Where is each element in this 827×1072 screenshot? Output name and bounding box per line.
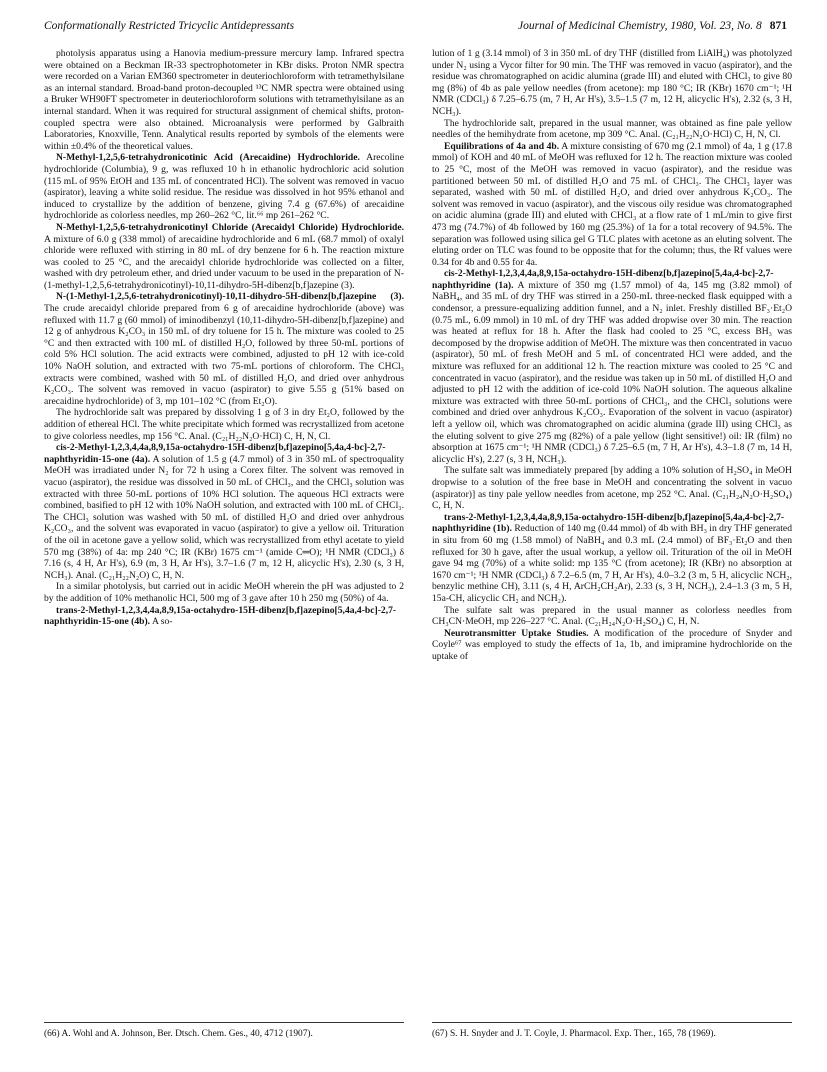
journal-citation: [518, 20, 787, 32]
paragraph-text: The sulfate salt was prepared in the usual manner as colorless needles from CH₃CN·MeOH, mp 226–227 °C. Anal. (C₂₁H₂₄N₂O·H₂SO₄) C, H, N.: [432, 604, 792, 628]
paragraph: [432, 118, 792, 141]
paragraph-text: A modification of the procedure of Snyder and Coyle⁶⁷ was employed to study the effects of 1a, 1b, and imipramine hydrochloride on the uptake of: [432, 627, 792, 662]
paragraph-text: lution of 1 g (3.14 mmol) of 3 in 350 mL of dry THF (distilled from LiAlH₄) was photolyzed under N₂ using a Vycor filter for 90 min. The THF was removed in vacuo (aspirator), and the residue was chromatographed on acidic alumina (grade III) and eluted with CHCl₃ to give 80 mg (8%) of 4b as pale yellow needles (from acetone): mp 180 °C; IR (KBr) 1670 cm⁻¹; ¹H NMR (CDCl₃) δ 7.25–6.75 (m, 7 H, Ar H's), 3.5–1.5 (7 m, 12 H, alicyclic H's), 2.32 (s, 3 H, NCH₃).: [432, 48, 792, 117]
paragraph-text: A solution of 1.5 g (4.7 mmol) of 3 in 350 mL of spectroquality MeOH was irradiated under N₂ for 72 h using a Corex filter. The solvent was removed in vacuo (aspirator), the residue was dissolved in 50 mL of CHCl₃, and the CHCl₃ solution was extracted with three 50-mL portions of 10% HCl solution. The aqueous HCl extracts were combined, basified to pH 12 with 10% NaOH solution, and extracted with 100 mL of CHCl₃. The CHCl₃ solution was washed with 50 mL of distilled H₂O and dried over anhydrous K₂CO₃, and the solvent was evaporated in vacuo (aspirator) to give a yellow oil. Trituration of the oil in acetone gave a yellow solid, which was recrystallized from ethyl acetate to yield 570 mg (38%) of 4a: mp 240 °C; IR (KBr) 1675 cm⁻¹ (amide C═O); ¹H NMR (CDCl₃) δ 7.16 (s, 4 H, Ar H's), 6.9 (m, 3 H, Ar H's), 3.7–1.6 (7 m, 12 H, alicyclic H's), 2.30 (s, 3 H, NCH₃). Anal. (C₂₁H₂₂N₂O) C, H, N.: [44, 453, 404, 581]
paragraph: [44, 605, 404, 628]
section-heading: Neurotransmitter Uptake Studies.: [444, 627, 589, 639]
paragraph: [44, 407, 404, 442]
paragraph: [432, 48, 792, 118]
section-heading: N-Methyl-1,2,5,6-tetrahydronicotinic Acid (Arecaidine) Hydrochloride.: [56, 152, 360, 164]
paragraph-text: A mixture consisting of 670 mg (2.1 mmol) of 4a, 1 g (17.8 mmol) of KOH and 40 mL of MeOH was refluxed for 12 h. The reaction mixture was cooled to 25 °C, most of the MeOH was removed in vacuo (aspirator), and the residue was partitioned between 50 mL of distilled H₂O and 75 mL of CHCl₃. The CHCl₃ layer was separated, washed with 50 mL of distilled H₂O, and dried over anhydrous K₂CO₃. The solvent was removed in vacuo (aspirator), and the viscous oily residue was chromatographed on acidic alumina (grade III) and eluted with CHCl₃ at a flow rate of 1 mL/min to give first 473 mg (74.7%) of 4b followed by 160 mg (25.3%) of 1a for a total recovery of 94.5%. The separation was followed using silica gel G TLC plates with acetone as an eluting solvent. The eluting order on TLC was found to be opposite that for the column; thus, the Rf values were 0.34 for 4b and 0.55 for 4a.: [432, 140, 792, 268]
paragraph: [432, 268, 792, 465]
paragraph: [44, 442, 404, 581]
paragraph-text: The crude arecaidyl chloride prepared from 6 g of arecaidine hydrochloride (above) was refluxed with 11.7 g (60 mmol) of iminodibenzyl (10,11-dihydro-5H-dibenz[b,f]azepine) and 12 g of anhydrous K₂CO₃ in 150 mL of dry toluene for 15 h. The mixture was cooled to 25 °C and then extracted with 100 mL of distilled H₂O, followed by three 50-mL portions of cold 5% HCl solution. The acid extracts were combined, adjusted to pH 12 with ice-cold 10% NaOH solution, and extracted with two 75-mL portions of chloroform. The CHCl₃ extracts were combined, washed with 50 mL of distilled H₂O, and dried over anhydrous K₂CO₃. The solvent was removed in vacuo (aspirator) to give 5.55 g (51% based on arecaidine hydrochloride) of 3, mp 101–102 °C (from Et₂O).: [44, 303, 404, 407]
footnote-67: (67) S. H. Snyder and J. T. Coyle, J. Pharmacol. Exp. Ther., 165, 78 (1969).: [432, 1022, 792, 1041]
paragraph: [432, 628, 792, 663]
paragraph-text: A so-: [150, 616, 173, 628]
paragraph-text: The hydrochloride salt, prepared in the usual manner, was obtained as fine pale yellow needles of the hemihydrate from acetone, mp 309 °C. Anal. (C₂₁H₂₂N₂O·HCl) C, H, N, Cl.: [432, 117, 792, 141]
paragraph: [432, 141, 792, 269]
section-heading: trans-2-Methyl-1,2,3,4,4a,8,9,15a-octahydro-15H-dibenz[b,f]azepino[5,4a,4-bc]-2,7-naphthyridin-15-one (4b).: [44, 604, 397, 628]
paragraph: [44, 222, 404, 292]
running-header: [44, 20, 787, 38]
running-title: Conformationally Restricted Tricyclic Antidepressants: [44, 20, 295, 32]
paragraph-text: The sulfate salt was immediately prepared [by adding a 10% solution of H₂SO₄ in MeOH dropwise to a solution of the free base in MeOH and concentrating the solvent in vacuo (aspirator)] as tiny pale yellow needles from acetone, mp 252 °C. Anal. (C₂₁H₂₄N₂O·H₂SO₄) C, H, N.: [432, 465, 792, 512]
section-heading: N-(1-Methyl-1,2,5,6-tetrahydronicotinyl)-10,11-dihydro-5H-dibenz[b,f]azepine (3).: [56, 291, 404, 303]
section-heading: cis-2-Methyl-1,2,3,4,4a,8,9,15a-octahydro-15H-dibenz[b,f]azepino[5,4a,4-bc]-2,7-naphthyridin-15-one (4a).: [44, 442, 386, 465]
section-heading: Equilibrations of 4a and 4b.: [444, 140, 560, 152]
paragraph-text: photolysis apparatus using a Hanovia medium-pressure mercury lamp. Infrared spectra were obtained on a Beckman IR-33 spectrophotometer in KBr disks. Proton NMR spectra were recorded on a Varian EM360 spectrometer in deuteriochloroform with tetramethylsilane as an internal standard. Broad-band proton-decoupled ¹³C NMR spectra were obtained using a Bruker WH90FT spectrometer in deuteriochloroform solutions with tetramethylsilane as an internal standard. When it was required for structural assignment of chemical shifts, proton-coupled spectra were also obtained. Microanalysis were performed by Galbraith Laboratories, Knoxville, Tenn. Analytical results reported by symbols of the elements were within ±0.4% of the theoretical values.: [44, 48, 404, 152]
paragraph-text: A mixture of 350 mg (1.57 mmol) of 4a, 145 mg (3.82 mmol) of NaBH₄, and 35 mL of dry THF was stirred in a 250-mL three-necked flask equipped with a condensor, a pressure-equalizing addition funnel, and a N₂ inlet. Freshly distilled BF₃·Et₂O (0.75 mL, 6.09 mmol) in 10 mL of dry THF was added dropwise over 30 min. The reaction was heated at reflux for 18 h. After the flask had cooled to 25 °C, excess BH₃ was decomposed by the dropwise addition of MeOH. The mixture was then concentrated in vacuo (aspirator), 50 mL of fresh MeOH and 5 mL of concentrated HCl were added, and the mixture was refluxed for an additional 12 h. The reaction mixture was cooled to 25 °C and concentrated in vacuo (aspirator), and the residue was taken up in 50 mL of distilled H₂O and adjusted to pH 12 with the addition of ice-cold 10% NaOH solution. The aqueous alkaline mixture was extracted with three 50-mL portions of CHCl₃, and the CHCl₃ solutions were combined and dried over anhydrous K₂CO₃. Evaporation of the solvent in vacuo (aspirator) left a yellow oil, which was chromatographed on acidic alumina (grade III) using CHCl₃ as the eluting solvent to give 275 mg (82%) of a pale yellow (light sensitive!) oil: IR (film) no absorption at 1675 cm⁻¹; ¹H NMR (CDCl₃) δ 7.25–6.5 (m, 7 H, Ar H's), 4.3–1.8 (7 m, 14 H, alicyclic H's), 2.27 (s, 3 H, NCH₃).: [432, 279, 792, 465]
paragraph: [432, 465, 792, 511]
paragraph-text: Reduction of 140 mg (0.44 mmol) of 4b with BH₃ in dry THF generated in situ from 60 mg (1.58 mmol) of NaBH₄ and 0.3 mL (2.4 mmol) of BF₃·Et₂O and then refluxed for 30 h gave, after the usual workup, a yellow oil. Trituration of the oil in MeOH gave 94 mg (70%) of a white solid: mp 135 °C (from acetone); IR (KBr) no absorption at 1670 cm⁻¹; ¹H NMR (CDCl₃) δ 7.2–6.5 (m, 7 H, Ar H's), 4.0–3.2 (3 m, 5 H, alicyclic NCH₂, benzylic methine CH), 3.11 (s, 4 H, ArCH₂CH₂Ar), 2.33 (s, 3 H, NCH₃), 2.4–1.3 (3 m, 5 H, 15a-CH, alicyclic CH₂ and NCH₂).: [432, 523, 792, 604]
section-heading: N-Methyl-1,2,5,6-tetrahydronicotinyl Chloride (Arecaidyl Chloride) Hydrochloride.: [56, 221, 404, 233]
left-column: [44, 48, 404, 1008]
footnote-66: (66) A. Wohl and A. Johnson, Ber. Dtsch. Chem. Ges., 40, 4712 (1907).: [44, 1022, 404, 1041]
paragraph-text: The hydrochloride salt was prepared by dissolving 1 g of 3 in dry Et₂O, followed by the addition of ethereal HCl. The white precipitate which formed was recrystallized from acetone to give colorless needles, mp 156 °C. Anal. (C₂₁H₂₂N₂O·HCl) C, H, N, Cl.: [44, 407, 404, 442]
section-heading: cis-2-Methyl-1,2,3,4,4a,8,9,15a-octahydro-15H-dibenz[b,f]azepino[5,4a,4-bc]-2,7-naphthyridine (1a).: [432, 268, 774, 291]
paragraph: [44, 291, 404, 407]
right-column: [432, 48, 792, 1008]
page-number: 871: [769, 20, 787, 32]
paragraph-text: In a similar photolysis, but carried out in acidic MeOH wherein the pH was adjusted to 2 by the addition of 10% methanolic HCl, 500 mg of 3 gave after 10 h 250 mg (50%) of 4a.: [44, 581, 404, 604]
paragraph: [432, 512, 792, 605]
paragraph-text: A mixture of 6.0 g (338 mmol) of arecaidine hydrochloride and 6 mL (68.7 mmol) of oxalyl chloride were refluxed with stirring in 80 mL of dry benzene for 6 h. The reaction mixture was cooled to 25 °C, and the arecaidyl chloride hydrochloride was collected on a filter, washed with dry petroleum ether, and dried under vacuum to be used in the preparation of N-(1-methyl-1,2,5,6-tetrahydronicotinyl)-10,11-dihydro-5H-dibenz[b,f]azepine (3).: [44, 233, 404, 291]
paragraph: [44, 152, 404, 222]
paragraph: [432, 605, 792, 628]
journal-name: Journal of Medicinal Chemistry, 1980, Vol. 23, No. 8: [518, 20, 762, 32]
paragraph-text: Arecoline hydrochloride (Columbia), 9 g, was refluxed 10 h in ethanolic hydrochloric acid solution (115 mL of 95% EtOH and 135 mL of concentrated HCl). The solvent was removed in vacuo (aspirator), leaving a white solid residue. The residue was dissolved in hot 95% ethanol and induced to crystallize by the addition of benzene, giving 7.4 g (67.6%) of arecaidine hydrochloride as colorless needles, mp 260–262 °C, lit.⁶⁶ mp 261–262 °C.: [44, 152, 404, 222]
paragraph: [44, 48, 404, 152]
section-heading: trans-2-Methyl-1,2,3,4,4a,8,9,15a-octahydro-15H-dibenz[b,f]azepino[5,4a,4-bc]-2,7-naphthyridine (1b).: [432, 511, 785, 535]
paragraph: [44, 581, 404, 604]
